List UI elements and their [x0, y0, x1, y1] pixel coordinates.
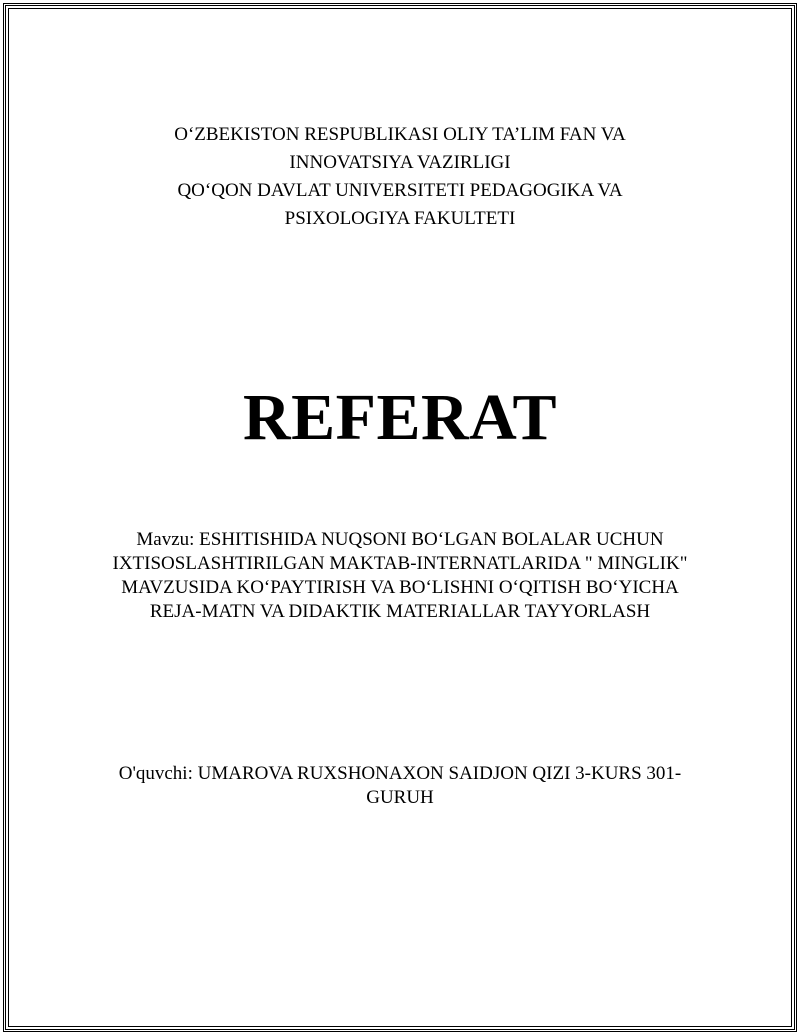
heading-line: INNOVATSIYA VAZIRLIGI: [289, 152, 511, 173]
topic-section: [0, 528, 800, 624]
document-title: REFERAT: [243, 381, 557, 454]
topic-line: Mavzu: ESHITISHIDA NUQSONI BO‘LGAN BOLALAR UCHUN: [136, 529, 664, 550]
topic-line: IXTISOSLASHTIRILGAN MAKTAB-INTERNATLARIDA " MINGLIK": [112, 553, 688, 574]
student-section: [0, 762, 800, 810]
heading-line: PSIXOLOGIYA FAKULTETI: [284, 208, 516, 229]
heading-line: O‘ZBEKISTON RESPUBLIKASI OLIY TA’LIM FAN VA: [174, 124, 626, 145]
institution-heading: [0, 121, 800, 233]
student-line: O'quvchi: UMAROVA RUXSHONAXON SAIDJON QIZI 3-KURS 301-: [118, 763, 682, 784]
topic-line: MAVZUSIDA KO‘PAYTIRISH VA BO‘LISHNI O‘QITISH BO‘YICHA: [121, 577, 679, 598]
heading-line: QO‘QON DAVLAT UNIVERSITETI PEDAGOGIKA VA: [177, 180, 623, 201]
topic-line: REJA-MATN VA DIDAKTIK MATERIALLAR TAYYORLASH: [149, 601, 651, 622]
student-line: GURUH: [366, 787, 434, 808]
